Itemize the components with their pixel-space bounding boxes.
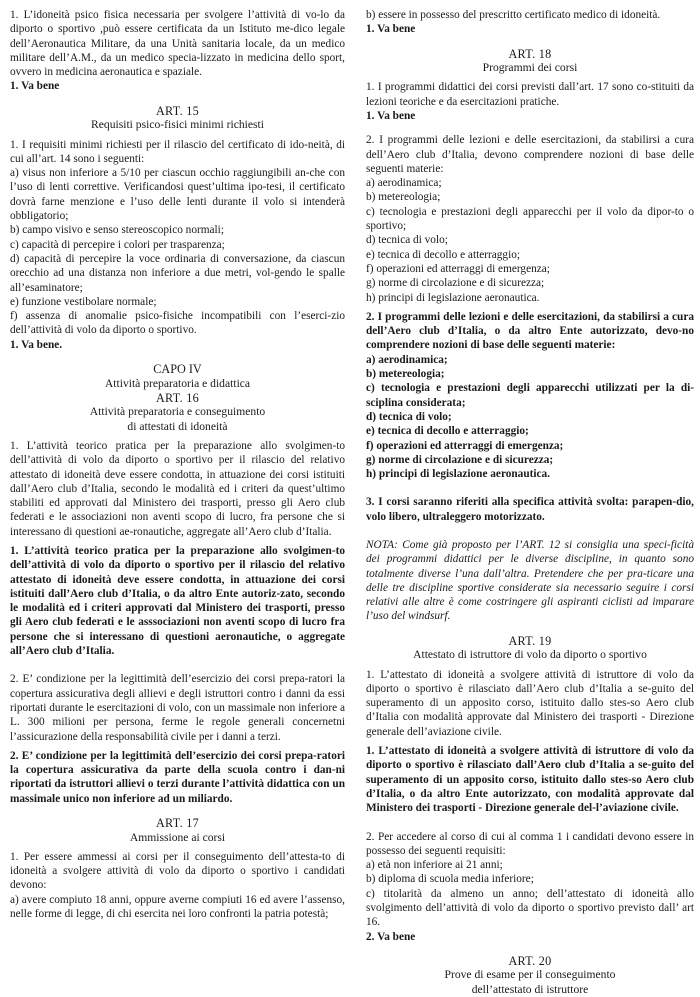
art15-line: 1. I requisiti minimi richiesti per il rilascio del certificato di ido-neità, di cui all’art. 14 sono i seguenti:	[10, 138, 345, 165]
art18-line: c) tecnologia e prestazioni degli apparecchi per il volo da dipor-to o sportivo;	[366, 205, 694, 233]
art18-line: f) operazioni ed atterraggi di emergenza;	[366, 262, 550, 275]
art19-line: b) diploma di scuola media inferiore;	[366, 873, 534, 886]
art16-paragraph-2-amended: 2. E’ condizione per la legittimità dell’esercizio dei corsi prepa-ratori la copertura assicurativa da parte della scuola contro i dan-ni riportati da istruttori allievi o terzi durante l’attività didattica con un massimale unico non inferiore ad un miliardo.	[10, 749, 345, 805]
left-column	[10, 8, 345, 921]
right-column	[366, 8, 694, 997]
art16-subtitle-2: di attestati di idoneità	[127, 419, 228, 433]
art19-title: ART. 19	[508, 633, 552, 648]
art17-line-b: b) essere in possesso del prescritto certificato medico di idoneità.	[366, 9, 661, 21]
art19-line: 2. Per accedere al corso di cui al comma 1 i candidati devono essere in possesso dei seguenti requisiti:	[366, 830, 694, 857]
art19-line: c) titolarità da almeno un anno; dell’attestato di idoneità allo svolgimento dell’attività di volo da diporto o sportivo previsto dall’ art 16.	[366, 887, 694, 929]
art17-line: 1. Per essere ammessi ai corsi per il conseguimento dell’attesta-to di idoneità a svolgere attività di volo da diporto o sportivo i candidati devono:	[10, 850, 345, 892]
nota-paragraph: NOTA: Come già proposto per l’ART. 12 si consiglia una speci-ficità dei programmi didattici per le diverse discipline, in quanto sono totalmente diverse l’una dall’altra. Pretendere che per pra-ticare una delle tre discipline sportive considerate sia necessario seguire i corsi relativi alle altre è come costringere gli aspiranti ciclisti ad imparare l’uso del windsurf.	[366, 539, 694, 623]
art18-amended-line: g) norme di circolazione e di sicurezza;	[366, 453, 554, 466]
art19-line: a) età non inferiore ai 21 anni;	[366, 859, 503, 872]
art20-subtitle-1: Prove di esame per il conseguimento	[444, 968, 616, 982]
capo-title: CAPO IV	[153, 362, 202, 377]
art18-amended-line: f) operazioni ed atterraggi di emergenza;	[366, 439, 564, 452]
art14-approval: 1. Va bene	[10, 80, 60, 93]
art18-line: h) principi di legislazione aeronautica.	[366, 291, 540, 304]
art16-paragraph-2: 2. E’ condizione per la legittimità dell’esercizio dei corsi prepa-ratori la copertura assicurativa degli allievi e degli istruttori contro i danni da essi riportati durante le esercitazioni di volo, con un massimale non inferiore a L. 300 milioni per persona, ferme le regole generali concernetni l’assicurazione della responsabilità civile per i danni a terzi.	[10, 673, 345, 743]
art15-line: a) visus non inferiore a 5/10 per ciascun occhio raggiungibili an-che con l’uso di lenti correttive. Verificandosi quest’ultima ipo-tesi, il certificato dovrà farne menzione e l’uso delle lenti durante il volo si intenderà obbligatorio;	[10, 167, 345, 223]
art18-line: a) aerodinamica;	[366, 177, 442, 190]
art17-title: ART. 17	[155, 816, 200, 831]
art15-subtitle: Requisiti psico-fisici minimi richiesti	[91, 118, 264, 132]
art16-paragraph-1: 1. L’attività teorico pratica per la preparazione allo svolgimen-to dell’attività di volo da diporto o sportivo per il rilascio del relativo attestato di idoneità deve essere condotta, in attuazione dei corsi istituiti dall’Aero club d’Italia, secondo le modalità ed i criteri da quest’ultimo stabiliti ed approvati dal Ministero dei trasporti, presso gli Aero club federati e le associazioni non aventi scopo di lucro, fra persone che si interessano di questioni ae-ronautiche, aggregate all’Aero club d’Italia.	[10, 439, 345, 538]
art18-amended-line: h) principi di legislazione aeronautica.	[366, 468, 550, 481]
art19-paragraph-1: 1. L’attestato di idoneità a svolgere attività di istruttore di volo da diporto o sportivo è rilasciato dall’Aero club d’Italia a se-guito del superamento di un apposito corso, istituito dallo stes-so Aero club d’Italia con modalità approvate dal Ministero dei trasporti - Direzione generale dell’aviazione civile.	[366, 668, 694, 738]
art15-title: ART. 15	[155, 103, 200, 118]
capo-subtitle: Attività preparatoria e didattica	[104, 376, 251, 390]
art16-subtitle-1: Attività preparatoria e conseguimento	[89, 405, 266, 419]
art18-amended-line: c) tecnologia e prestazioni degli apparecchi utilizzati per la di-sciplina considerata;	[366, 382, 694, 409]
art18-paragraph-3: 3. I corsi saranno riferiti alla specifica attività svolta: parapen-dio, volo libero, ultraleggero motorizzato.	[366, 496, 694, 523]
art18-line: 2. I programmi delle lezioni e delle esercitazioni, da stabilirsi a cura dell’Aero club d’Italia, devono comprendere nozioni di base delle seguenti materie:	[366, 134, 694, 175]
art20-title: ART. 20	[508, 953, 552, 968]
art18-line: b) metereologia;	[366, 191, 441, 204]
art18-amended-line: e) tecnica di decollo e atterraggio;	[366, 425, 529, 438]
art16-paragraph-1-amended: 1. L’attività teorico pratica per la preparazione allo svolgimen-to dell’attività di volo da diporto o sportivo per il rilascio del relativo attestato di idoneità deve essere condotta, in attuazione dei corsi istituiti dall’Aero club d’Italia, o da altro Ente autoriz-zato, secondo le modalità ed i criteri approvati dal Ministero dei trasporti, presso gli Aero club federati e le asssociazioni non aventi scopo di lucro fra persone che si interessano di questioni aeronautiche, o aggregate all’Aero club d’Italia.	[10, 545, 345, 658]
art18-line: d) tecnica di volo;	[366, 234, 448, 247]
art18-paragraph-1: 1. I programmi didattici dei corsi previsti dall’art. 17 sono co-stituiti da lezioni teoriche e da esercitazioni pratiche.	[366, 81, 694, 108]
art18-amended-line: 2. I programmi delle lezioni e delle esercitazioni, da stabilirsi a cura dell’Aero club d’Italia, o da altro Ente autorizzato, devo-no comprendere nozioni di base delle seguenti materie:	[366, 310, 694, 352]
art15-line: d) capacità di percepire la voce ordinaria di conversazione, da ciascun orecchio ad una distanza non inferiore a due metri, vol-gendo le spalle all’esaminatore;	[10, 252, 345, 294]
art16-title: ART. 16	[155, 390, 200, 405]
art18-line: e) tecnica di decollo e atterraggio;	[366, 248, 520, 261]
art18-approval: 1. Va bene	[366, 109, 416, 122]
art14-paragraph-1: 1. L’idoneità psico fisica necessaria per svolgere l’attività di vo-lo da diporto o sportivo ,può essere certificata da un Istituto me-dico legale dell’Aeronautica Militare, da una Unità sanitaria locale, da un medico militare dell’A.M., da un medico specia-lizzato in medicina dello sport, ovvero in medicina aeronautica e spaziale.	[10, 9, 345, 79]
art15-approval: 1. Va bene.	[10, 338, 63, 351]
art15-line: f) assenza di anomalie psico-fisiche incompatibili con l’eserci-zio dell’attività di volo da diporto o sportivo.	[10, 310, 345, 337]
art17-line: a) avere compiuto 18 anni, oppure averne compiuti 16 ed avere l’assenso, nelle forme di legge, di chi esercita nei loro confronti la patria potestà;	[10, 893, 345, 921]
art18-title: ART. 18	[508, 46, 552, 61]
art15-line: c) capacità di percepire i colori per trasparenza;	[10, 238, 225, 251]
art18-amended-line: b) metereologia;	[366, 368, 445, 381]
art17-subtitle: Ammissione ai corsi	[129, 830, 226, 844]
art15-line: b) campo visivo e senso stereoscopico normali;	[10, 224, 224, 237]
art18-subtitle: Programmi dei corsi	[482, 61, 578, 75]
art18-amended-line: a) aerodinamica;	[366, 353, 448, 366]
art18-line: g) norme di circolazione e di sicurezza;	[366, 277, 545, 290]
art18-amended-line: d) tecnica di volo;	[366, 410, 452, 423]
art19-approval: 2. Va bene	[366, 930, 416, 943]
art19-subtitle: Attestato di istruttore di volo da diporto o sportivo	[413, 648, 647, 662]
art15-line: e) funzione vestibolare normale;	[10, 295, 157, 308]
art20-subtitle-2: dell’attestato di istruttore	[471, 982, 589, 996]
art17-approval: 1. Va bene	[366, 23, 416, 36]
art19-paragraph-1-amended: 1. L’attestato di idoneità a svolgere attività di istruttore di volo da diporto o sportivo è rilasciato dall’Aero club d’Italia a se-guito del superamento di un apposito corso, istituito dallo stes-so Aero club d’Italia, o da altro Ente autorizzato, con modalità approvate dal Ministero dei trasporti - Direzione generale del-l’aviazione civile.	[366, 745, 694, 815]
